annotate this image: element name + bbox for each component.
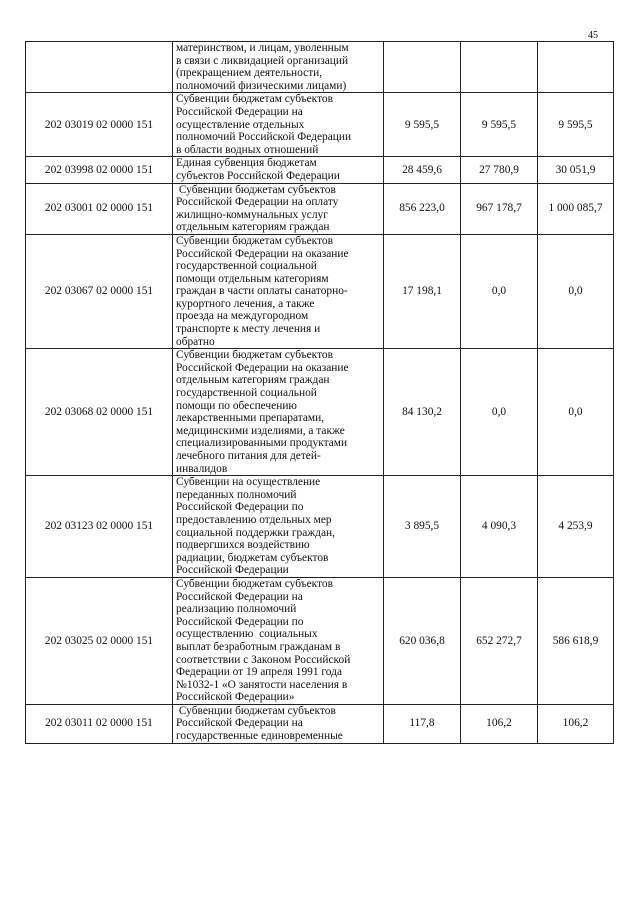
description-cell bbox=[173, 349, 384, 476]
table-row bbox=[26, 577, 614, 704]
description-line: граждан в части оплаты санаторно- bbox=[176, 285, 348, 298]
description-line: Российской Федерации на bbox=[176, 590, 303, 603]
description-line: государственные единовременные bbox=[176, 730, 343, 743]
description-line: переданных полномочий bbox=[176, 488, 297, 501]
amount-year-2-cell: 0,0 bbox=[461, 234, 538, 348]
description-line: Российской Федерации на оплату bbox=[176, 196, 339, 209]
page-number: 45 bbox=[588, 30, 598, 41]
description-line: жилищно-коммунальных услуг bbox=[176, 208, 328, 221]
table-row bbox=[26, 349, 614, 476]
description-line: инвалидов bbox=[176, 462, 228, 475]
budget-table-body bbox=[26, 42, 614, 744]
description-line: Субвенции бюджетам субъектов bbox=[176, 349, 333, 362]
description-line: реализацию полномочий bbox=[176, 603, 297, 616]
description-line: отдельным категориям граждан bbox=[176, 374, 330, 387]
description-line: Российской Федерации на оказание bbox=[176, 247, 349, 260]
description-line: государственной социальной bbox=[176, 387, 317, 400]
description-line: отдельным категориям граждан bbox=[176, 221, 330, 234]
description-line: медицинскими изделиями, а также bbox=[176, 424, 345, 437]
description-line: транспорте к месту лечения и bbox=[176, 323, 321, 336]
description-line: лечебного питания для детей- bbox=[176, 450, 321, 462]
amount-year-1-cell: 9 595,5 bbox=[384, 93, 461, 157]
amount-year-1-cell: 3 895,5 bbox=[384, 476, 461, 578]
description-line: соответствии с Законом Российской bbox=[176, 653, 351, 666]
amount-year-3-cell: 9 595,5 bbox=[538, 93, 614, 157]
description-line: Российской Федерации по bbox=[176, 501, 304, 514]
amount-year-2-cell: 106,2 bbox=[461, 704, 538, 743]
amount-year-3-cell: 0,0 bbox=[538, 349, 614, 476]
description-line: Субвенции бюджетам субъектов bbox=[176, 234, 333, 247]
description-line: Субвенции на осуществление bbox=[176, 476, 321, 489]
description-line: государственной социальной bbox=[176, 260, 317, 273]
description-cell bbox=[173, 42, 384, 93]
description-line: подвергшихся воздействию bbox=[176, 539, 310, 552]
amount-year-2-cell: 4 090,3 bbox=[461, 476, 538, 578]
description-line: помощи по обеспечению bbox=[176, 399, 297, 412]
description-line: Российской Федерации по bbox=[176, 615, 304, 628]
description-line: Федерации от 19 апреля 1991 года bbox=[176, 666, 343, 679]
description-line: субъектов Российской Федерации bbox=[176, 169, 340, 182]
budget-code-cell: 202 03123 02 0000 151 bbox=[26, 476, 173, 578]
budget-code-cell: 202 03025 02 0000 151 bbox=[26, 577, 173, 704]
amount-year-1-cell: 84 130,2 bbox=[384, 349, 461, 476]
amount-year-1-cell: 17 198,1 bbox=[384, 234, 461, 348]
budget-code-cell: 202 03067 02 0000 151 bbox=[26, 234, 173, 348]
amount-year-2-cell: 967 178,7 bbox=[461, 183, 538, 234]
amount-year-1-cell: 856 223,0 bbox=[384, 183, 461, 234]
description-line: Российской Федерации на оказание bbox=[176, 361, 349, 374]
budget-code-cell: 202 03019 02 0000 151 bbox=[26, 93, 173, 157]
budget-table bbox=[25, 41, 614, 744]
amount-year-2-cell: 652 272,7 bbox=[461, 577, 538, 704]
description-line: №1032-1 «О занятости населения в bbox=[176, 678, 348, 691]
amount-year-2-cell bbox=[461, 42, 538, 93]
description-line: радиации, бюджетам субъектов bbox=[176, 551, 329, 564]
amount-year-3-cell: 4 253,9 bbox=[538, 476, 614, 578]
description-line: Единая субвенция бюджетам bbox=[176, 157, 317, 170]
amount-year-3-cell: 586 618,9 bbox=[538, 577, 614, 704]
amount-year-2-cell: 0,0 bbox=[461, 349, 538, 476]
description-line: предоставлению отдельных мер bbox=[176, 513, 332, 526]
table-row bbox=[26, 42, 614, 93]
description-line: курортного лечения, а также bbox=[176, 297, 315, 310]
description-cell bbox=[173, 93, 384, 157]
description-line: помощи отдельным категориям bbox=[176, 272, 329, 285]
description-line: полномочий Российской Федерации bbox=[176, 131, 352, 144]
description-line: Российской Федерации» bbox=[176, 691, 295, 704]
description-cell bbox=[173, 704, 384, 743]
amount-year-3-cell: 106,2 bbox=[538, 704, 614, 743]
description-line: Субвенции бюджетам субъектов bbox=[176, 183, 336, 196]
amount-year-1-cell: 620 036,8 bbox=[384, 577, 461, 704]
description-cell bbox=[173, 577, 384, 704]
description-line: Российской Федерации bbox=[176, 564, 289, 577]
table-row bbox=[26, 704, 614, 743]
description-line: Российской Федерации на bbox=[176, 105, 303, 118]
description-line: проезда на междугородном bbox=[176, 310, 309, 323]
amount-year-3-cell: 0,0 bbox=[538, 234, 614, 348]
description-line: полномочий физическими лицами) bbox=[176, 79, 347, 92]
description-line: Субвенции бюджетам субъектов bbox=[176, 93, 333, 106]
budget-code-cell: 202 03011 02 0000 151 bbox=[26, 704, 173, 743]
table-row bbox=[26, 234, 614, 348]
description-line: (прекращением деятельности, bbox=[176, 67, 323, 80]
description-line: Российской Федерации на bbox=[176, 717, 303, 730]
description-line: лекарственными препаратами, bbox=[176, 412, 325, 425]
description-line: Субвенции бюджетам субъектов bbox=[176, 704, 336, 717]
table-row bbox=[26, 183, 614, 234]
table-row bbox=[26, 157, 614, 183]
budget-code-cell: 202 03001 02 0000 151 bbox=[26, 183, 173, 234]
budget-code-cell: 202 03998 02 0000 151 bbox=[26, 157, 173, 183]
description-line: специализированными продуктами bbox=[176, 437, 348, 450]
description-cell bbox=[173, 234, 384, 348]
description-line: обратно bbox=[176, 335, 215, 348]
description-line: выплат безработным гражданам в bbox=[176, 640, 341, 653]
description-line: осуществлению социальных bbox=[176, 628, 318, 641]
amount-year-2-cell: 27 780,9 bbox=[461, 157, 538, 183]
description-line: социальной поддержки граждан, bbox=[176, 526, 335, 539]
description-line: осуществление отдельных bbox=[176, 118, 305, 131]
table-row bbox=[26, 93, 614, 157]
description-cell bbox=[173, 157, 384, 183]
amount-year-3-cell: 1 000 085,7 bbox=[538, 183, 614, 234]
description-line: материнством, и лицам, уволенным bbox=[176, 42, 349, 54]
budget-code-cell: 202 03068 02 0000 151 bbox=[26, 349, 173, 476]
budget-code-cell bbox=[26, 42, 173, 93]
amount-year-1-cell: 117,8 bbox=[384, 704, 461, 743]
amount-year-3-cell: 30 051,9 bbox=[538, 157, 614, 183]
table-row bbox=[26, 476, 614, 578]
description-line: Субвенции бюджетам субъектов bbox=[176, 577, 333, 590]
amount-year-1-cell bbox=[384, 42, 461, 93]
amount-year-2-cell: 9 595,5 bbox=[461, 93, 538, 157]
amount-year-3-cell bbox=[538, 42, 614, 93]
description-line: в связи с ликвидацией организаций bbox=[176, 54, 349, 67]
description-cell bbox=[173, 183, 384, 234]
description-cell bbox=[173, 476, 384, 578]
description-line: в области водных отношений bbox=[176, 143, 319, 156]
amount-year-1-cell: 28 459,6 bbox=[384, 157, 461, 183]
